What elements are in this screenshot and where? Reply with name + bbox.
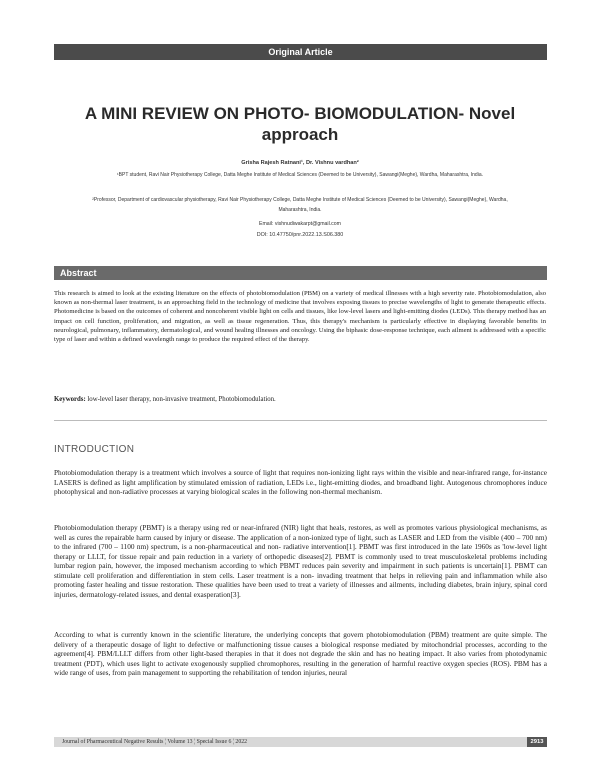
affiliation-2: ²Professor, Department of cardiovascular physiotherapy, Ravi Nair Physiotherapy College, Datta Meghe Institute of Medical Sciences (Deemed to be University), Sawangi(Meghe), Wardha, Maharashtra, India.	[92, 197, 508, 213]
abstract-text: This research is aimed to look at the existing literature on the effects of photobiomodulation (PBM) on a variety of medical illnesses with a high severity rate. Photobiomodulation, also known as non-thermal laser treatment, is an approaching field in the technology of medicine that involves exposing tissues to precise wavelengths of light to generate therapeutic effects. Photomedicine is based on the outcomes of coherent and noncoherent visible light on cells and tissues, like low-level lasers and light-emitting diodes (LEDs). This therapy method has an impact on cell function, proliferation, and migration, as well as tissue regeneration. Thus, this therapy's mechanism is particularly effective in displaying favorable benefits in neurological, pulmonary, inflammatory, dermatological, and wound healing illnesses and oncology. Using the biphasic dose-response technique, each ailment is addressed with a specific type of laser and within a defined wavelength range to produce the required effect of the therapy.	[54, 290, 546, 344]
keywords-label: Keywords:	[54, 396, 86, 403]
intro-paragraph-3: According to what is currently known in the scientific literature, the underlying concepts that govern photobiomodulation (PBM) treatment are quite simple. The delivery of a therapeutic dosage of light to defective or malfunctioning tissue causes a biological response mediated by mitochondrial processes, according to the agreement[4]. PBM/LLLT differs from other light-based therapies in that it does not degrade the skin and has no heating impact. It also varies from photodynamic treatment (PDT), which uses light to activate exogenously supplied chromophores, resulting in the generation of harmful reactive oxygen species (ROS). PBM has a wide range of uses, from pain management to supporting the rehabilitation of tendon injuries, neural	[54, 630, 547, 678]
abstract-heading	[54, 266, 547, 280]
keywords-text: low-level laser therapy, non-invasive treatment, Photobiomodulation.	[85, 396, 276, 403]
affiliation-1: ¹BPT student, Ravi Nair Physiotherapy College, Datta Meghe Institute of Medical Sciences (Deemed to be University), Sawangi(Meghe), Wardha, Maharashtra, India.	[116, 172, 483, 178]
article-type-banner: Original Article	[54, 44, 547, 60]
doi: DOI: 10.47750/pnr.2022.13.S06.380	[256, 232, 344, 238]
abstract-heading-label: Abstract	[60, 268, 97, 278]
article-title: A MINI REVIEW ON PHOTO- BIOMODULATION- Novel approach	[84, 104, 516, 144]
page-number: 2913	[527, 737, 547, 747]
introduction-heading: INTRODUCTION	[54, 444, 135, 455]
email: Email: vishnudiwakarpt@gmail.com	[259, 221, 341, 227]
intro-paragraph-2: Photobiomodulation therapy (PBMT) is a therapy using red or near-infrared (NIR) light that heals, restores, as well as promotes various physiological mechanisms, as well as cures the repairable harm caused by injury or disease. The application of a non-ionized type of light, such as LASER and LED from the visible (400 – 700 nm) to the infrared (700 – 1100 nm) spectrum, is a non-pharmaceutical and non- radiative intervention[1]. PBMT was first introduced in the late 1960s as 'low-level light therapy or LLLT, for tissue repair and pain reduction in a variety of orthopedic diseases[2]. PBMT is commonly used to treat musculoskeletal problems including lumbar region pain, however, the imposed mechanism according to which PBMT reduces pain severity and impairment in such patients is uncertain[1]. PBMT can stimulate cell proliferation and differentiation in stem cells. Laser treatment is a non- invading treatment that helps in relieving pain and inflammation while also promoting faster healing and tissue restoration. These qualities have been used to treat a variety of illnesses and ailments, including diabetes, brain injury, spinal cord injuries, dermatology-related issues, and dental exasperation[3].	[54, 523, 547, 599]
authors-line: Grisha Rajesh Ratnani¹, Dr. Vishnu vardhan²	[241, 160, 359, 166]
page-footer	[54, 737, 547, 747]
intro-paragraph-1: Photobiomodulation therapy is a treatment which involves a source of light that requires non-ionizing light rays within the visible and near-infrared range, for-instance LASERS is defined as light amplification by stimulated emission of radiation, LEDs i.e., light-emitting diodes, and broadband light. Autogenous chromophores induce photophysical and non-radiative processes at varying biological scales in the following non-thermal mechanism.	[54, 468, 547, 497]
keywords	[54, 396, 546, 403]
section-divider	[54, 420, 547, 421]
journal-footer-text: Journal of Pharmaceutical Negative Results ¦ Volume 13 ¦ Special Issue 6 ¦ 2022	[62, 739, 248, 745]
